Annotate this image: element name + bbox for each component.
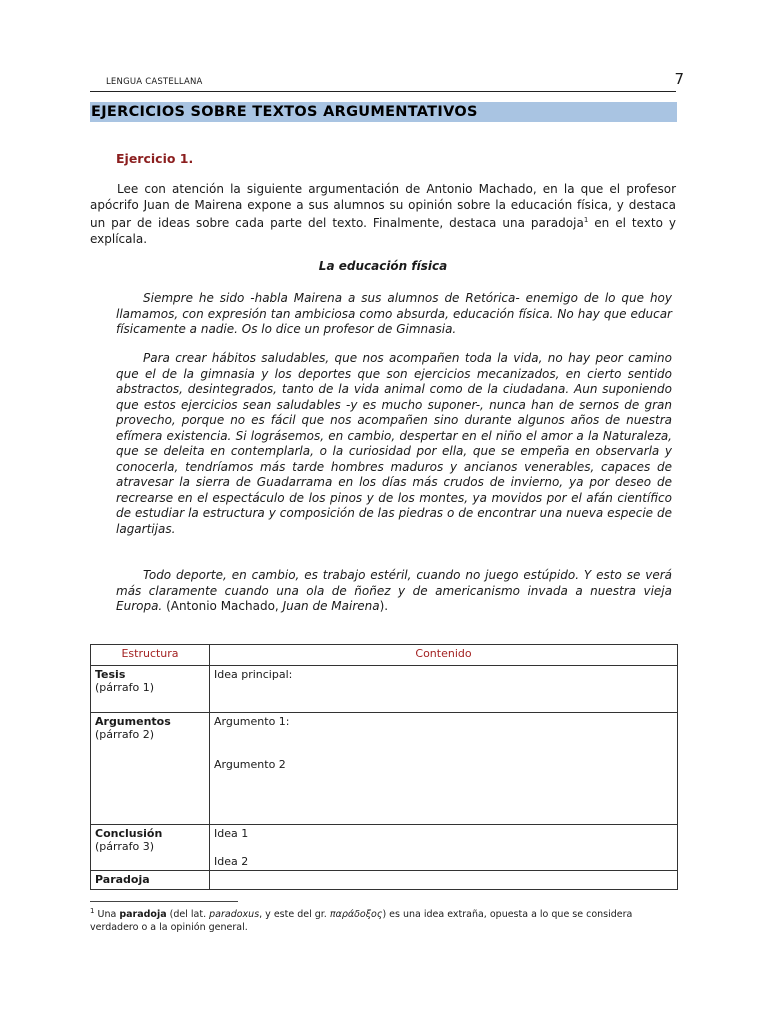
header-estructura: Estructura <box>91 645 210 666</box>
table-header-row <box>91 645 678 666</box>
row-sublabel: (párrafo 2) <box>95 728 154 741</box>
row-label: Conclusión <box>95 827 163 840</box>
footnote-divider <box>90 901 238 902</box>
page-header <box>90 70 684 92</box>
section-title: EJERCICIOS SOBRE TEXTOS ARGUMENTATIVOS <box>90 102 677 122</box>
row-content-cell[interactable] <box>210 713 678 825</box>
header-contenido: Contenido <box>210 645 678 666</box>
footnote-latin: paradoxus <box>209 909 260 921</box>
structure-table <box>90 644 678 890</box>
row-label-cell <box>91 666 210 713</box>
text-title: La educación física <box>318 259 448 273</box>
content-item: Argumento 1: <box>214 715 290 728</box>
row-label-cell <box>91 871 210 890</box>
page-number: 7 <box>674 70 684 88</box>
citation-work: Juan de Mairena <box>282 599 380 613</box>
footnote-term: paradoja <box>119 909 167 921</box>
row-label-cell <box>91 825 210 871</box>
footnote-text: , y este del gr. <box>259 909 330 921</box>
footnote-text: ) es una idea extraña, opuesta a lo que se considera verdadero o a la opinión general. <box>90 909 633 934</box>
row-label: Argumentos <box>95 715 171 728</box>
row-label-cell <box>91 713 210 825</box>
content-item: Idea principal: <box>214 668 293 681</box>
content-item: Idea 1 <box>214 827 249 840</box>
row-content-cell[interactable] <box>210 871 678 890</box>
table-row <box>91 871 678 890</box>
table-row <box>91 713 678 825</box>
row-content-cell[interactable] <box>210 666 678 713</box>
row-content-cell[interactable] <box>210 825 678 871</box>
row-label: Paradoja <box>95 873 150 886</box>
text-paragraph-2: Para crear hábitos saludables, que nos acompañen toda la vida, no hay peor camino que el de la gimnasia y los deportes que son ejercicios mecanizados, en cierto sentido abstractos, desintegrados, tanto de la vida animal como de la ciudadana. Aun suponiendo que estos ejercicios sean saludables -y es mucho suponer-, nunca han de sernos de gran provecho, porque no es fácil que nos acompañen sino durante algunos años de nuestra efímera existencia. Si lográsemos, en cambio, despertar en el niño el amor a la Naturaleza, que se deleita en contemplarla, o la curiosidad por ella, que se empeña en observarla y conocerla, tendríamos más tarde hombres maduros y ancianos venerables, capaces de atravesar la sierra de Guadarrama en los días más crudos de invierno, ya por deseo de recrearse en el espectáculo de los pinos y de los montes, ya movidos por el afán científico de estudiar la estructura y composición de las piedras o de encontrar una nueva especie de lagartijas. <box>116 351 672 536</box>
row-label: Tesis <box>95 668 126 681</box>
exercise-title: Ejercicio 1. <box>116 151 194 166</box>
content-item: Argumento 2 <box>214 758 286 771</box>
text-paragraph-1: Siempre he sido -habla Mairena a sus alumnos de Retórica- enemigo de lo que hoy llamamos, con expresión tan ambiciosa como absurda, educación física. No hay que educar físicamente a nadie. Os lo dice un profesor de Gimnasia. <box>116 291 672 336</box>
citation-open: (Antonio Machado, <box>162 599 283 613</box>
footnote <box>90 905 676 934</box>
text-paragraph-3 <box>116 568 672 615</box>
table-row <box>91 666 678 713</box>
footnote-ref: 1 <box>583 216 589 224</box>
row-sublabel: (párrafo 1) <box>95 681 154 694</box>
footnote-text: Una <box>94 909 120 921</box>
table-row <box>91 825 678 871</box>
exercise-instructions <box>90 182 676 247</box>
footnote-mark: 1 <box>90 907 95 915</box>
subject-label: LENGUA CASTELLANA <box>106 77 203 87</box>
footnote-greek: παράδοξος <box>329 909 383 921</box>
instructions-text: Lee con atención la siguiente argumentación de Antonio Machado, en la que el profesor apócrifo Juan de Mairena expone a sus alumnos su opinión sobre la educación física, y destaca un par de ideas sobre cada parte del texto. Finalmente, destaca una paradoja <box>90 182 676 230</box>
content-item: Idea 2 <box>214 855 249 868</box>
footnote-text: (del lat. <box>166 909 210 921</box>
instructions-text-end: en el texto y explícala. <box>90 216 676 246</box>
citation-close: ). <box>379 599 389 613</box>
row-sublabel: (párrafo 3) <box>95 840 154 853</box>
paragraph-3-text: Todo deporte, en cambio, es trabajo estéril, cuando no juego estúpido. Y esto se verá más claramente cuando una ola de ñoñez y de americanismo invada a nuestra vieja Europa. <box>116 568 672 613</box>
